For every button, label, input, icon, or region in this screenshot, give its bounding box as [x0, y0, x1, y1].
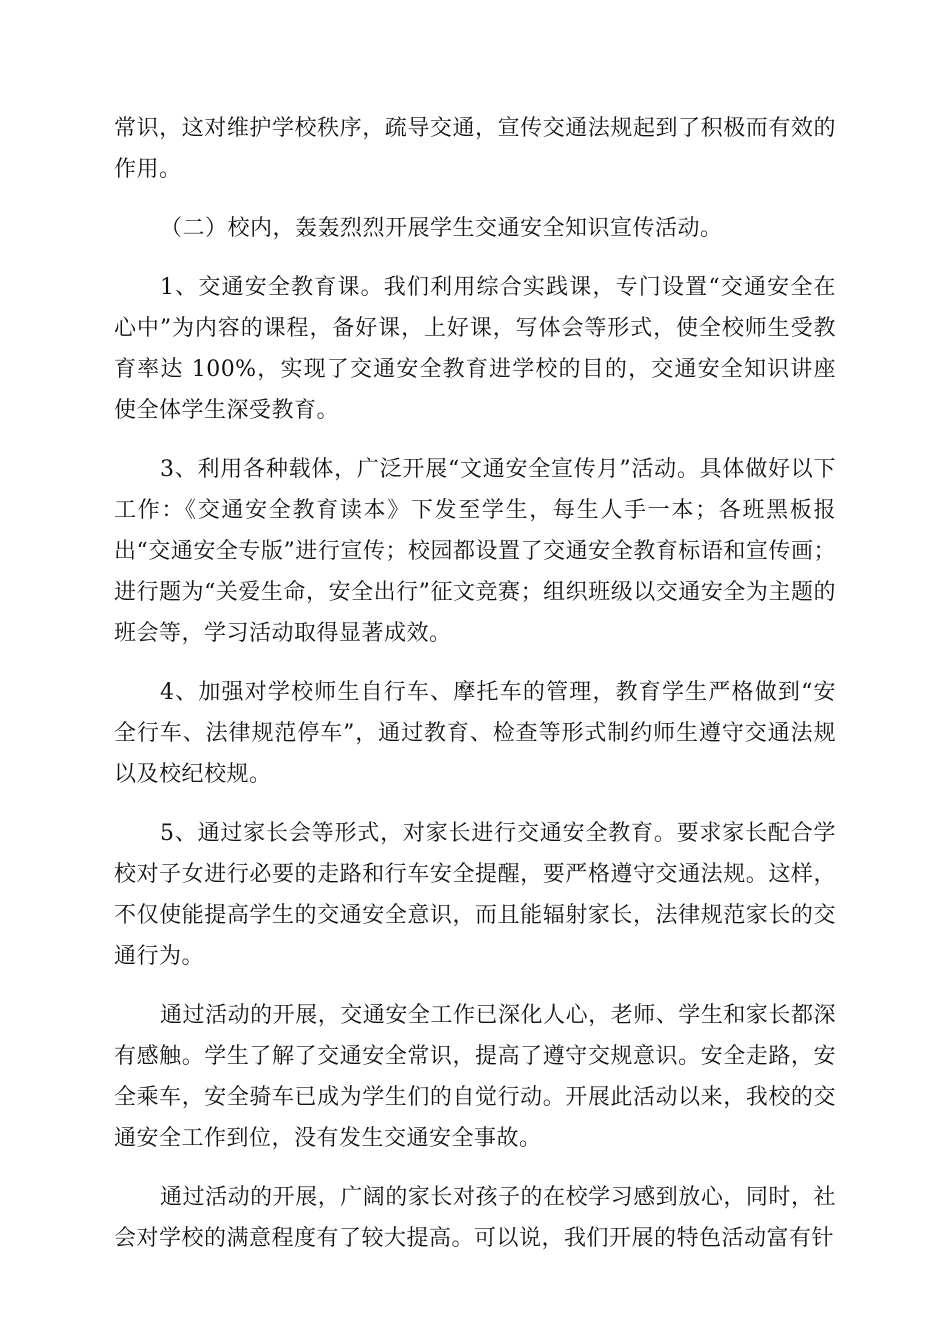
document-body	[114, 108, 836, 1277]
paragraph-item-1: 1、交通安全教育课。我们利用综合实践课，专门设置“交通安全在心中”为内容的课程，备好课，上好课，写体会等形式，使全校师生受教育率达 100%，实现了交通安全教育进学校的目的，交通安全知识讲座使全体学生深受教育。	[114, 275, 836, 423]
section-heading: （二）校内，轰轰烈烈开展学生交通安全知识宣传活动。	[160, 216, 723, 241]
paragraph-summary-1: 通过活动的开展，交通安全工作已深化人心，老师、学生和家长都深有感触。学生了解了交通安全常识，提高了遵守交规意识。安全走路，安全乘车，安全骑车已成为学生们的自觉行动。开展此活动以来，我校的交通安全工作到位，没有发生交通安全事故。	[114, 1003, 836, 1151]
paragraph-item-5: 5、通过家长会等形式，对家长进行交通安全教育。要求家长配合学校对子女进行必要的走路和行车安全提醒，要严格遵守交通法规。这样，不仅使能提高学生的交通安全意识，而且能辐射家长，法律规范家长的交通行为。	[114, 821, 836, 969]
paragraph-summary-2: 通过活动的开展，广阔的家长对孩子的在校学习感到放心，同时，社会对学校的满意程度有了较大提高。可以说，我们开展的特色活动富有针	[114, 1185, 836, 1251]
paragraph-item-3: 3、利用各种载体，广泛开展“文通安全宣传月”活动。具体做好以下工作：《交通安全教育读本》下发至学生，每生人手一本；各班黑板报出“交通安全专版”进行宣传；校园都设置了交通安全教育标语和宣传画；进行题为“关爱生命，安全出行”征文竞赛；组织班级以交通安全为主题的班会等，学习活动取得显著成效。	[114, 457, 836, 646]
paragraph-continuation: 常识，这对维护学校秩序，疏导交通，宣传交通法规起到了积极而有效的作用。	[114, 116, 836, 182]
paragraph-item-4: 4、加强对学校师生自行车、摩托车的管理，教育学生严格做到“安全行车、法律规范停车”，通过教育、检查等形式制约师生遵守交通法规以及校纪校规。	[114, 680, 836, 787]
